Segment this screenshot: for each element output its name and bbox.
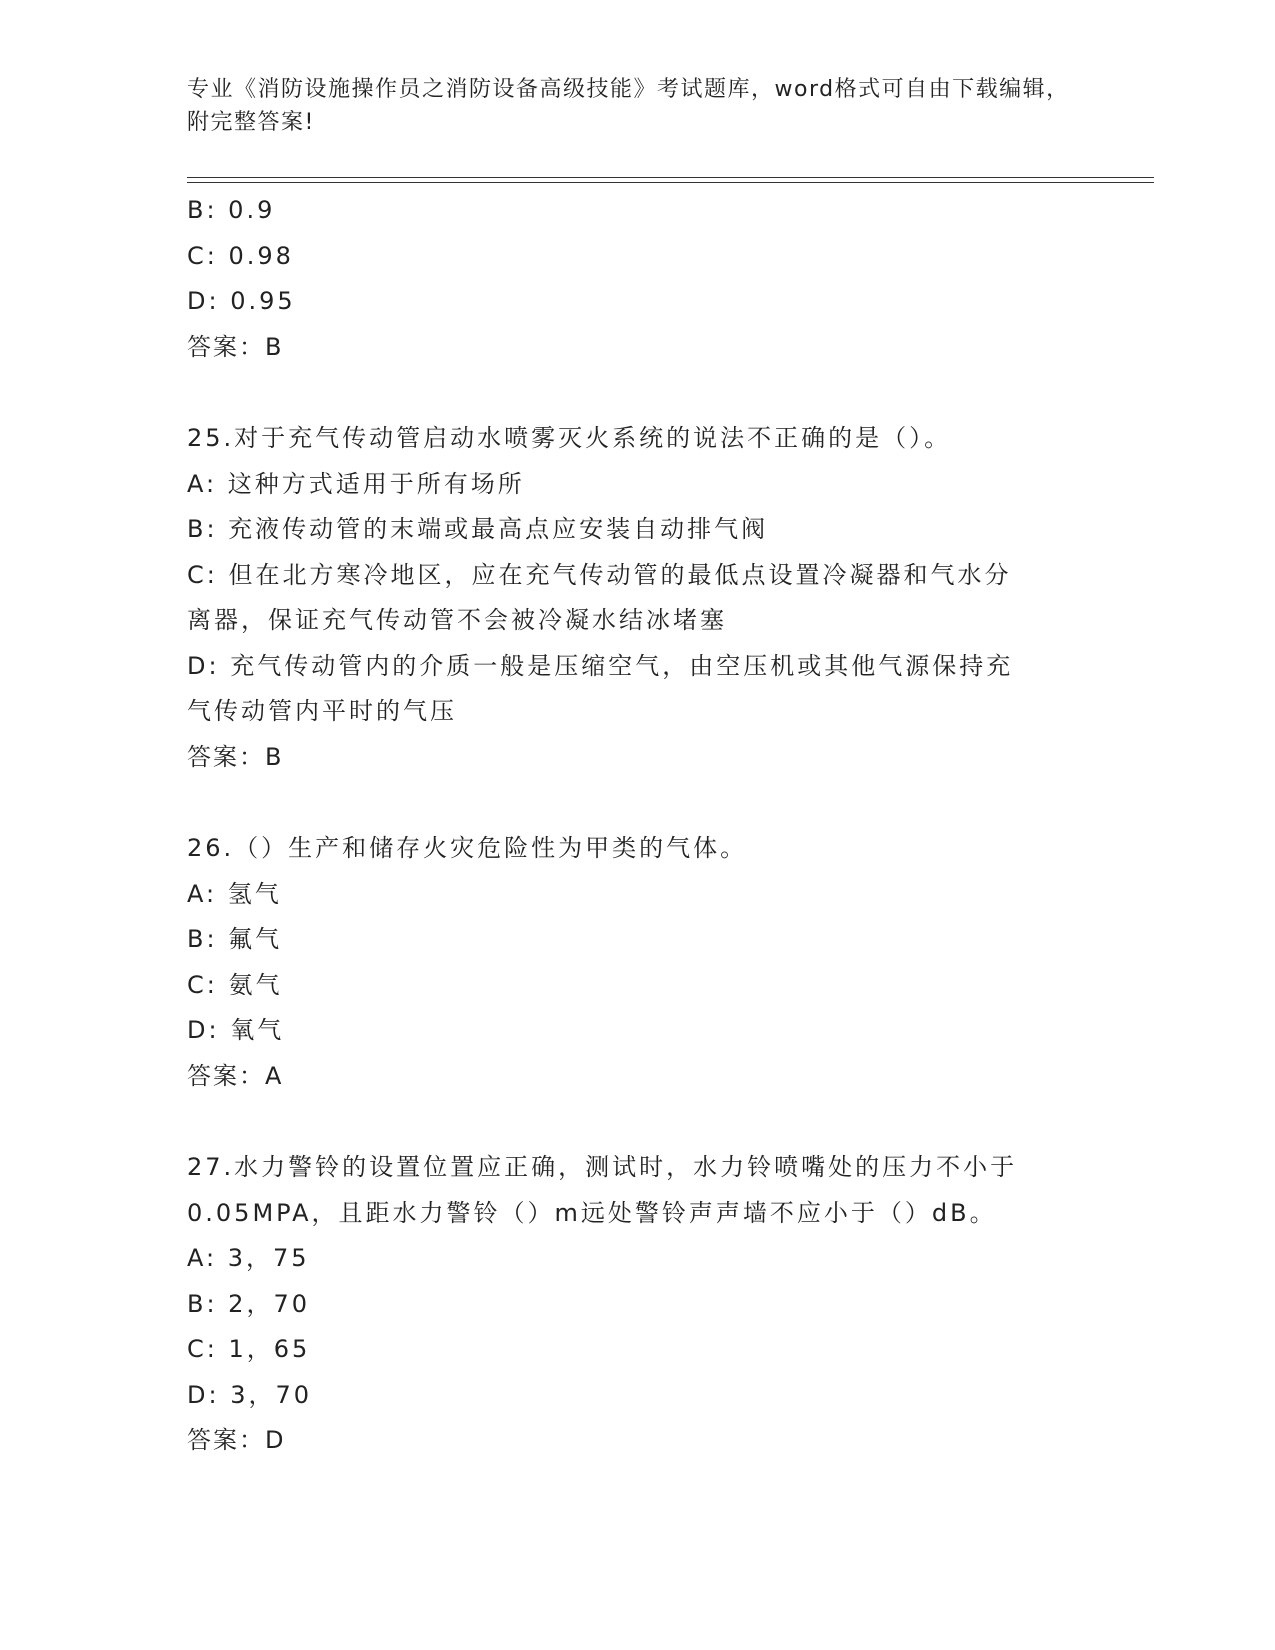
option-d: D: 3，70 — [187, 1380, 313, 1409]
option-d: D: 氧气 — [187, 1016, 285, 1044]
option-b: B: 0.9 — [187, 196, 276, 224]
option-d: D: 充气传动管内的介质一般是压缩空气，由空压机或其他气源保持充 — [187, 651, 1014, 680]
header-divider-bottom — [187, 182, 1154, 183]
option-b: B: 充液传动管的末端或最高点应安装自动排气阀 — [187, 515, 769, 543]
answer-line: 答案：A — [187, 1061, 284, 1090]
option-a: A: 这种方式适用于所有场所 — [187, 469, 525, 498]
document-header — [187, 73, 1087, 139]
question-stem: 25.对于充气传动管启动水喷雾灭火系统的说法不正确的是（）。 — [187, 424, 952, 452]
option-c: C: 氨气 — [187, 970, 283, 999]
question-stem-continued: 0.05MPA，且距水力警铃（）m远处警铃声声墙不应小于（）dB。 — [187, 1198, 997, 1227]
option-c-continued: 离器，保证充气传动管不会被冷凝水结冰堵塞 — [187, 606, 727, 634]
option-c: C: 1，65 — [187, 1335, 311, 1363]
option-d-continued: 气传动管内平时的气压 — [187, 697, 457, 725]
option-c: C: 0.98 — [187, 241, 294, 270]
partial-question — [187, 188, 1107, 370]
answer-line: 答案：B — [187, 332, 284, 361]
option-d: D: 0.95 — [187, 287, 296, 315]
header-text: 专业《消防设施操作员之消防设备高级技能》考试题库，word格式可自由下载编辑，附完整答案! — [187, 77, 1070, 135]
question-25 — [187, 416, 1107, 780]
question-stem: 26.（）生产和储存火灾危险性为甲类的气体。 — [187, 834, 748, 862]
question-27 — [187, 1145, 1107, 1464]
header-divider-top — [187, 177, 1154, 178]
option-a: A: 3，75 — [187, 1244, 310, 1272]
spacer — [187, 780, 1107, 826]
question-stem: 27.水力警铃的设置位置应正确，测试时，水力铃喷嘴处的压力不小于 — [187, 1153, 1018, 1181]
question-26 — [187, 826, 1107, 1099]
answer-line: 答案：D — [187, 1426, 286, 1454]
option-b: B: 2，70 — [187, 1289, 310, 1318]
spacer — [187, 1099, 1107, 1145]
option-c: C: 但在北方寒冷地区，应在充气传动管的最低点设置冷凝器和气水分 — [187, 560, 1012, 589]
question-content — [187, 188, 1107, 1464]
option-b: B: 氟气 — [187, 925, 283, 953]
spacer — [187, 370, 1107, 416]
option-a: A: 氢气 — [187, 879, 282, 908]
answer-line: 答案：B — [187, 742, 284, 771]
